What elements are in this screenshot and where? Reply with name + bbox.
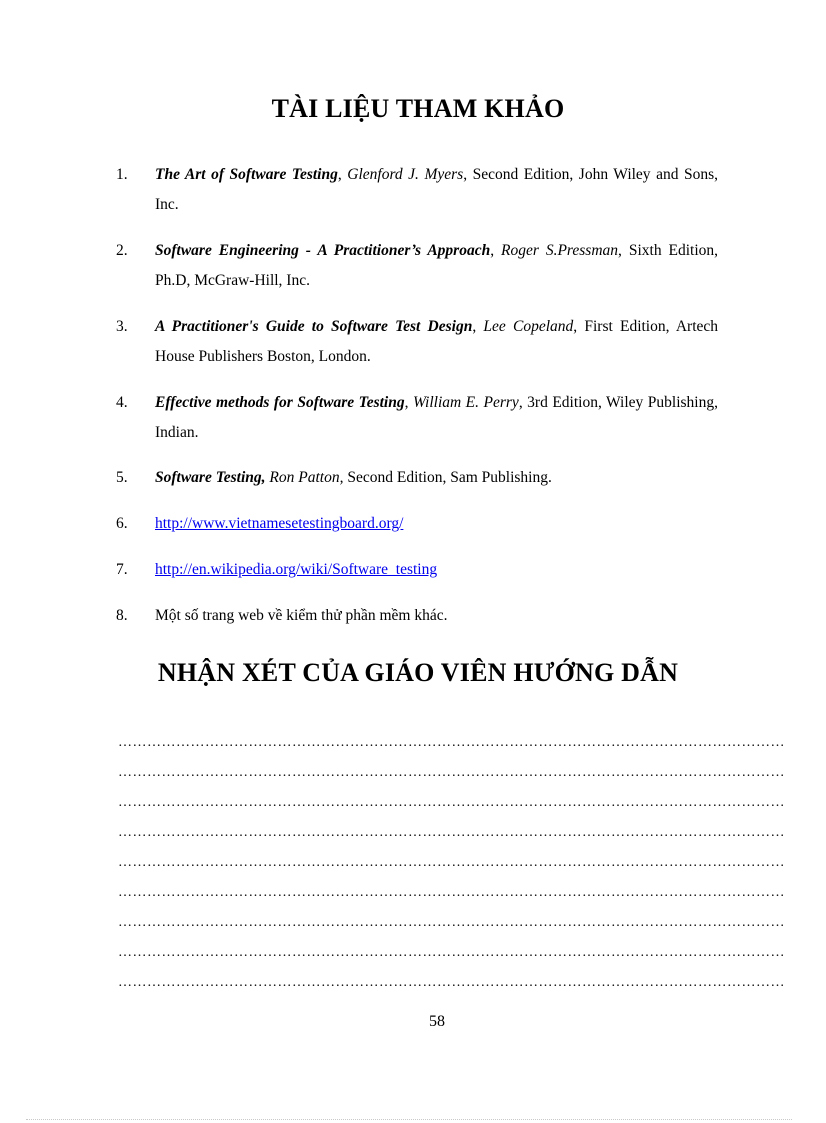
reference-number: 4. [116,394,128,411]
reference-details: Second Edition, Sam Publishing. [343,469,552,486]
review-dotted-line: ………………………………………………………………………………………………………………………… [118,765,785,780]
review-dotted-line: ………………………………………………………………………………………………………………………… [118,915,785,930]
reference-number: 3. [116,318,128,335]
reference-number: 5. [116,469,128,486]
reference-details: , Second Edition, John Wiley and Sons, Inc. [155,166,719,213]
reference-separator: , [337,166,348,183]
reference-separator: , [490,242,502,259]
reference-author: Roger S.Pressman [501,242,619,259]
supervisor-review-heading: NHẬN XÉT CỦA GIÁO VIÊN HƯỚNG DẪN [157,658,679,687]
review-dotted-line: ………………………………………………………………………………………………………………………… [118,825,785,840]
reference-details: , Sixth Edition, Ph.D, McGraw-Hill, Inc. [155,242,719,289]
reference-number: 2. [116,242,128,259]
reference-separator: , [472,318,484,335]
reference-item [116,388,718,448]
reference-title: The Art of Software Testing [155,166,338,183]
reference-author: Ron Patton, [269,469,344,486]
reference-author: Lee Copeland [483,318,574,335]
reference-title: Software Engineering - A Practitioner’s Approach [155,242,491,259]
reference-item [116,312,718,372]
review-dotted-line: ………………………………………………………………………………………………………………………… [118,975,785,990]
reference-title: Effective methods for Software Testing [155,394,405,411]
reference-text: Một số trang web về kiểm thử phần mềm khác. [155,607,448,624]
reference-link-wikipedia[interactable]: http://en.wikipedia.org/wiki/Software_testing [155,561,438,578]
reference-number: 1. [116,166,128,183]
reference-title: Software Testing, [155,469,266,486]
reference-details: , First Edition, Artech House Publishers Boston, London. [155,318,719,365]
reference-link-vietnamesetestingboard[interactable]: http://www.vietnamesetestingboard.org/ [155,515,404,532]
page-number: 58 [429,1013,445,1030]
reference-item [116,236,718,296]
review-dotted-line: ………………………………………………………………………………………………………………………… [118,855,785,870]
reference-item [116,509,718,539]
reference-item [116,160,718,220]
reference-item [116,463,718,493]
review-dotted-line: ………………………………………………………………………………………………………………………… [118,735,785,750]
reference-number: 8. [116,607,128,624]
review-dotted-line: ………………………………………………………………………………………………………………………… [118,885,785,900]
reference-separator: , [404,394,413,411]
references-heading: TÀI LIỆU THAM KHẢO [271,94,565,123]
reference-details: , 3rd Edition, Wiley Publishing, Indian. [155,394,718,441]
reference-number: 6. [116,515,128,532]
reference-item [116,555,718,585]
reference-author: William E. Perry [412,394,519,411]
page-bottom-divider [26,1119,792,1120]
reference-number: 7. [116,561,128,578]
reference-title: A Practitioner's Guide to Software Test Design [155,318,473,335]
review-dotted-line: ………………………………………………………………………………………………………………………… [118,795,785,810]
reference-item [116,601,718,631]
review-dotted-line: ………………………………………………………………………………………………………………………… [118,945,785,960]
reference-author: Glenford J. Myers [347,166,464,183]
